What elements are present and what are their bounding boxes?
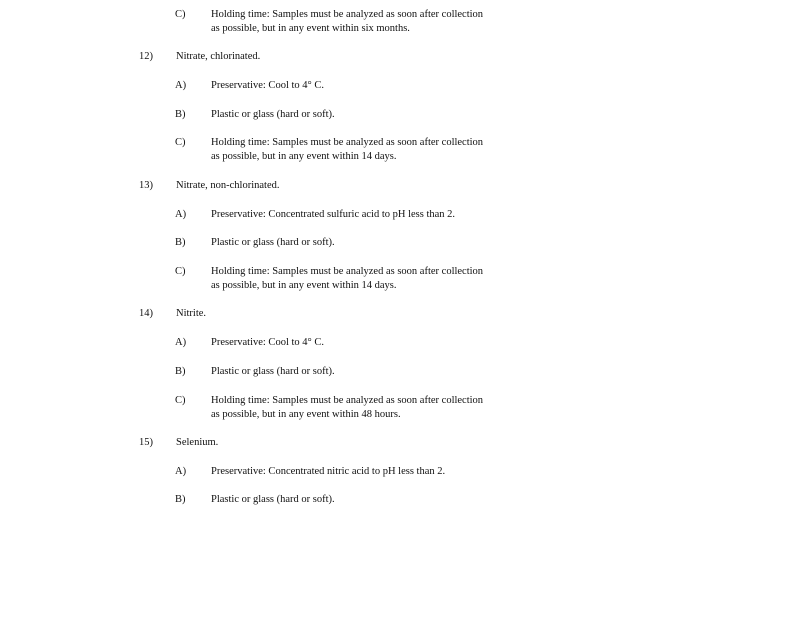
item-letter: A): [175, 337, 187, 348]
item-text: as possible, but in any event within 48 hours.: [211, 409, 401, 420]
item-letter: A): [175, 209, 187, 220]
section-title: Selenium.: [176, 437, 219, 448]
section-title: Nitrate, non-chlorinated.: [176, 180, 280, 191]
section-number: 15): [139, 437, 153, 448]
item-letter: A): [175, 80, 187, 91]
item-letter: B): [175, 109, 186, 120]
section-title: Nitrate, chlorinated.: [176, 51, 261, 62]
item-text: Holding time: Samples must be analyzed as soon after collection: [211, 9, 484, 20]
item-letter: B): [175, 237, 186, 248]
item-letter: B): [175, 366, 186, 377]
item-letter: C): [175, 266, 186, 277]
item-text: Plastic or glass (hard or soft).: [211, 237, 335, 248]
section-number: 13): [139, 180, 153, 191]
item-text: as possible, but in any event within six months.: [211, 23, 410, 34]
section-number: 12): [139, 51, 153, 62]
item-text: Plastic or glass (hard or soft).: [211, 366, 335, 377]
item-text: Preservative: Cool to 4° C.: [211, 337, 324, 348]
item-text: Plastic or glass (hard or soft).: [211, 109, 335, 120]
item-text: Plastic or glass (hard or soft).: [211, 494, 335, 505]
item-text: as possible, but in any event within 14 days.: [211, 280, 397, 291]
item-letter: B): [175, 494, 186, 505]
section-number: 14): [139, 308, 153, 319]
item-letter: C): [175, 9, 186, 20]
item-text: Holding time: Samples must be analyzed as soon after collection: [211, 137, 484, 148]
item-letter: C): [175, 395, 186, 406]
item-text: Preservative: Cool to 4° C.: [211, 80, 324, 91]
item-text: Holding time: Samples must be analyzed as soon after collection: [211, 266, 484, 277]
item-text: as possible, but in any event within 14 days.: [211, 151, 397, 162]
item-letter: C): [175, 137, 186, 148]
section-title: Nitrite.: [176, 308, 207, 319]
item-text: Preservative: Concentrated sulfuric acid to pH less than 2.: [211, 209, 456, 220]
item-text: Holding time: Samples must be analyzed as soon after collection: [211, 395, 484, 406]
item-text: Preservative: Concentrated nitric acid to pH less than 2.: [211, 466, 446, 477]
item-letter: A): [175, 466, 187, 477]
